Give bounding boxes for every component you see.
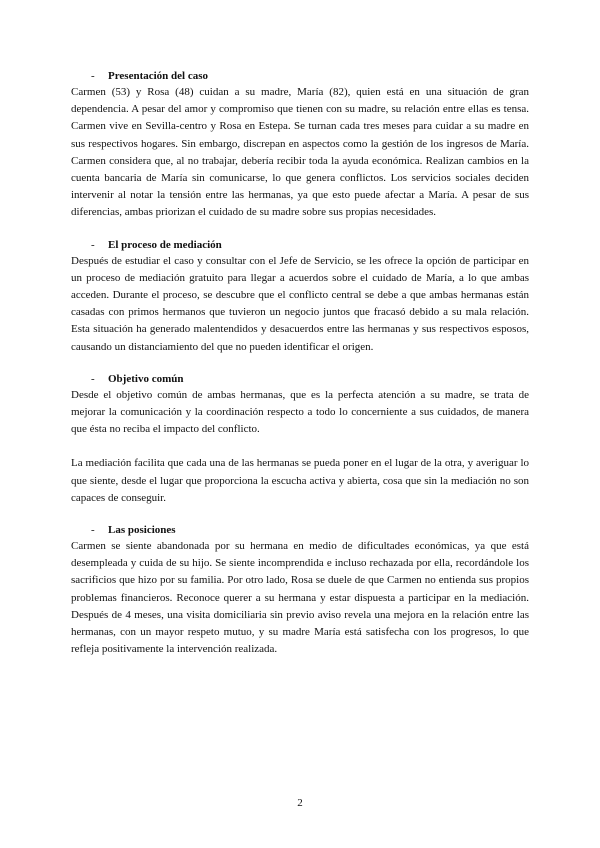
section-heading [71,523,529,538]
paragraph: La mediación facilita que cada una de las hermanas se pueda poner en el lugar de la otra, y averiguar lo que siente, desde el lugar que proporciona la escucha activa y abierta, cosa que sin la mediación no son capaces de conseguir. [71,457,529,504]
heading-text: Las posiciones [108,524,176,537]
paragraph: Después de estudiar el caso y consultar con el Jefe de Servicio, se les ofrece la opción de participar en un proceso de mediación gratuito para llegar a acuerdos sobre el cuidado de María, a lo que ambas acceden. Durante el proceso, se descubre que el conflicto central se debe a que ambas hermanas están casadas con primos hermanos que tuvieron un negocio juntos que fracasó debido a su mala relación. Esta situación ha generado malentendidos y desacuerdos entre las hermanas y sus respectivos esposos, causando un distanciamiento del que no pueden identificar el origen. [71,254,529,353]
section-heading [71,69,529,84]
section-heading [71,238,529,253]
paragraph: Carmen (53) y Rosa (48) cuidan a su madre, María (82), quien está en una situación de gran dependencia. A pesar del amor y compromiso que tienen con su madre, su relación entre ellas es tensa. Carmen vive en Sevilla-centro y Rosa en Estepa. Se turnan cada tres meses para cuidar a su madre en sus respectivos hogares. Sin embargo, discrepan en aspectos como la gestión de los ingresos de María. Carmen considera que, al no trabajar, debería recibir toda la ayuda económica. Realizan cambios en la cuenta bancaria de María sin comunicarse, lo que genera conflictos. Los servicios sociales deciden intervenir al notar la tensión entre las hermanas, ya que esto puede afectar a María. A pesar de sus diferencias, ambas priorizan el cuidado de su madre sobre sus propias necesidades. [71,86,529,219]
bullet-dash: - [91,372,95,385]
bullet-dash: - [91,70,95,82]
paragraph: Desde el objetivo común de ambas hermanas, que es la perfecta atención a su madre, se trata de mejorar la comunicación y la coordinación respecto a todo lo concerniente a sus cuidados, de manera que ésta no reciba el impacto del conflicto. [71,388,529,436]
bullet-dash: - [91,524,95,537]
heading-text: Presentación del caso [108,70,209,82]
heading-text: El proceso de mediación [108,238,222,251]
section-presentacion [71,69,529,222]
page-number: 2 [297,797,303,809]
section-heading [71,372,529,387]
paragraph-gap [71,438,529,455]
document-body [71,69,529,674]
section-posiciones [71,523,529,658]
paragraph: Carmen se siente abandonada por su hermana en medio de dificultades económicas, ya que está desempleada y cuida de su hijo. Se siente incomprendida e incluso rechazada por ella, recordándole los sacrificios que hizo por su familia. Por otro lado, Rosa se duele de que Carmen no entienda sus propios problemas financieros. Reconoce querer a su hermana y estar dispuesta a participar en la mediación. Después de 4 meses, una visita domiciliaria sin previo aviso revela una mejora en la relación entre las hermanas, con un mayor respeto mutuo, y su madre María está satisfecha con los progresos, lo que refleja positivamente la intervención realizada. [71,540,529,656]
bullet-dash: - [91,238,95,251]
section-objetivo-comun [71,372,529,507]
section-proceso-mediacion [71,238,529,356]
heading-text: Objetivo común [108,372,184,385]
